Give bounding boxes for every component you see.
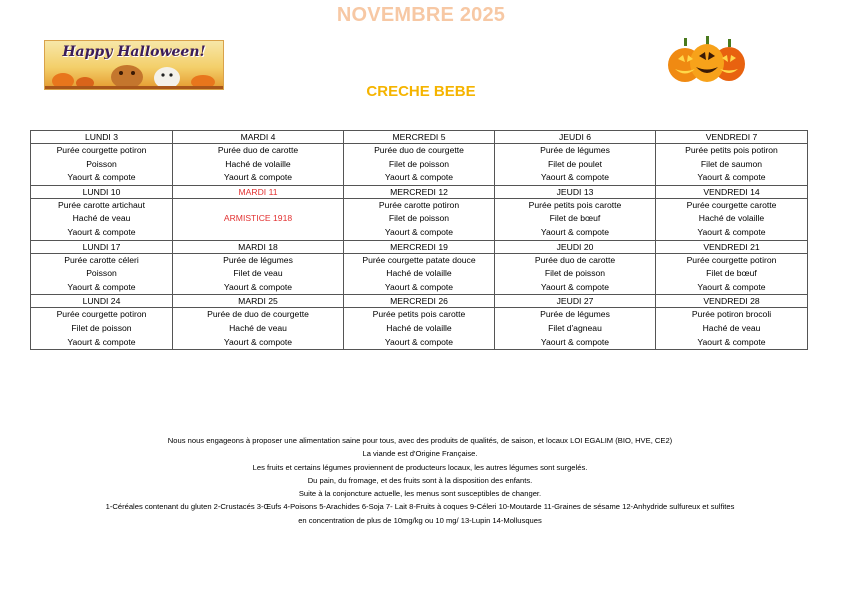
note-line: Les fruits et certains légumes proviennent de producteurs locaux, les autres légumes sont surgelés.: [252, 462, 588, 472]
day-header: LUNDI 3: [31, 131, 173, 144]
meal-cell: [495, 144, 656, 186]
meal-cell: [344, 144, 495, 186]
meal-cell: [495, 198, 656, 240]
day-header: LUNDI 24: [31, 295, 173, 308]
meal-protein: Filet de poisson: [388, 213, 450, 224]
day-header: VENDREDI 28: [656, 295, 808, 308]
meal-puree: Purée carotte potiron: [378, 199, 460, 210]
day-header: JEUDI 13: [495, 185, 656, 198]
meal-cell: [344, 253, 495, 295]
meal-cell: [495, 308, 656, 350]
note-line: Du pain, du fromage, et des fruits sont à la disposition des enfants.: [307, 475, 533, 485]
meal-dessert: Yaourt & compote: [697, 226, 766, 237]
meal-cell: [173, 144, 344, 186]
meal-cell: [656, 308, 808, 350]
meal-dessert: Yaourt & compote: [67, 172, 136, 183]
day-header: VENDREDI 7: [656, 131, 808, 144]
banner-text: Happy Halloween!: [62, 44, 206, 60]
note-line: Suite à la conjoncture actuelle, les menus sont susceptibles de changer.: [298, 489, 542, 499]
meal-protein: Filet de poisson: [388, 158, 450, 169]
meal-dessert: Yaourt & compote: [540, 281, 610, 292]
jack-o-lantern-icon: [666, 36, 748, 86]
meal-puree: Purée courgette potiron: [56, 145, 147, 155]
meal-dessert: Yaourt & compote: [384, 172, 454, 183]
page-title: NOVEMBRE 2025: [336, 4, 506, 26]
meal-protein: Filet d'agneau: [548, 322, 602, 333]
meal-cell: [173, 253, 344, 295]
meal-cell: [656, 198, 808, 240]
meal-protein: Filet de veau: [233, 268, 283, 279]
day-header: MARDI 4: [173, 131, 344, 144]
day-header: JEUDI 20: [495, 240, 656, 253]
meal-dessert: Yaourt & compote: [67, 281, 136, 292]
meal-puree: Purée courgette carotte: [686, 199, 777, 210]
meal-puree: Purée petits pois carotte: [528, 199, 622, 210]
meal-puree: Purée courgette patate douce: [362, 254, 476, 265]
meal-protein: Filet de poisson: [71, 322, 132, 333]
meal-dessert: Yaourt & compote: [67, 336, 136, 347]
meal-puree: Purée potiron brocoli: [691, 309, 772, 320]
week-3-meal-row: [31, 253, 808, 295]
meal-cell: [31, 308, 173, 350]
week-4-header-row: [31, 295, 808, 308]
meal-puree: Purée courgette potiron: [686, 254, 777, 265]
meal-protein: Poisson: [86, 268, 117, 279]
meal-cell: [656, 253, 808, 295]
meal-protein: Filet de bœuf: [549, 213, 601, 224]
allergen-list: 1-Céréales contenant du gluten 2-Crustacés 3-Œufs 4-Poisons 5-Arachides 6-Soja 7- Lait 8-Fruits à coques 9-Céleri 10-Moutarde 11-Graines de sésame 12-Anhydride sulfureux et sulfites: [105, 502, 735, 512]
day-header: MARDI 25: [173, 295, 344, 308]
meal-cell: [656, 144, 808, 186]
meal-dessert: Yaourt & compote: [697, 336, 766, 347]
week-4-meal-row: [31, 308, 808, 350]
meal-protein: Filet de bœuf: [706, 268, 757, 279]
holiday-cell: [173, 198, 344, 240]
meal-protein: Haché de veau: [702, 322, 761, 333]
meal-protein: Haché de volaille: [698, 213, 765, 224]
meal-dessert: Yaourt & compote: [223, 281, 293, 292]
meal-protein: Filet de poisson: [544, 268, 606, 279]
meal-protein: Haché de volaille: [225, 158, 291, 169]
menu-table: [30, 130, 808, 350]
day-header-holiday: MARDI 11: [173, 185, 344, 198]
meal-dessert: Yaourt & compote: [384, 226, 454, 237]
day-header: MERCREDI 5: [344, 131, 495, 144]
day-header: LUNDI 10: [31, 185, 173, 198]
meal-dessert: Yaourt & compote: [223, 172, 293, 183]
meal-puree: Purée de duo de courgette: [207, 309, 309, 320]
footer-notes: [20, 434, 820, 527]
week-2-meal-row: [31, 198, 808, 240]
meal-dessert: Yaourt & compote: [697, 172, 766, 183]
day-header: MERCREDI 26: [344, 295, 495, 308]
meal-puree: Purée de légumes: [223, 254, 293, 265]
meal-dessert: Yaourt & compote: [67, 226, 136, 237]
meal-puree: Purée de légumes: [540, 145, 610, 155]
meal-puree: Purée petits pois potiron: [685, 145, 778, 155]
meal-protein: Filet de poulet: [548, 158, 602, 169]
day-header: MERCREDI 19: [344, 240, 495, 253]
meal-cell: [31, 198, 173, 240]
meal-puree: Purée duo de courgette: [374, 145, 464, 155]
day-header: LUNDI 17: [31, 240, 173, 253]
meal-cell: [344, 308, 495, 350]
week-3-header-row: [31, 240, 808, 253]
allergen-list-cont: en concentration de plus de 10mg/kg ou 10 mg/ 13-Lupin 14-Mollusques: [298, 515, 542, 525]
week-1-meal-row: [31, 144, 808, 186]
meal-puree: Purée de légumes: [540, 309, 610, 320]
meal-cell: [31, 253, 173, 295]
day-header: MERCREDI 12: [344, 185, 495, 198]
day-header: JEUDI 27: [495, 295, 656, 308]
week-1-header-row: [31, 131, 808, 144]
meal-dessert: Yaourt & compote: [540, 226, 610, 237]
meal-protein: Poisson: [86, 158, 117, 169]
meal-puree: Purée courgette potiron: [56, 309, 147, 320]
week-2-header-row: [31, 185, 808, 198]
meal-puree: Purée petits pois carotte: [372, 309, 466, 320]
note-line: Nous nous engageons à proposer une alimentation saine pour tous, avec des produits de qualités, de saison, et locaux LOI EGALIM (BIO, HVE, CE2): [167, 436, 673, 445]
note-line: La viande est d'Origine Française.: [362, 449, 478, 459]
meal-dessert: Yaourt & compote: [384, 336, 454, 347]
meal-puree: Purée duo de carotte: [534, 254, 616, 265]
meal-cell: [495, 253, 656, 295]
day-header: MARDI 18: [173, 240, 344, 253]
meal-dessert: Yaourt & compote: [540, 336, 610, 347]
meal-puree: Purée carotte artichaut: [58, 199, 145, 210]
meal-protein: Filet de saumon: [700, 158, 763, 169]
meal-dessert: Yaourt & compote: [697, 281, 766, 292]
meal-dessert: Yaourt & compote: [223, 336, 293, 347]
day-header: JEUDI 6: [495, 131, 656, 144]
meal-cell: [173, 308, 344, 350]
meal-protein: Haché de veau: [229, 322, 287, 333]
meal-cell: [344, 198, 495, 240]
day-header: VENDREDI 14: [656, 185, 808, 198]
page-subtitle: CRECHE BEBE: [366, 83, 476, 100]
meal-puree: Purée duo de carotte: [217, 145, 299, 155]
holiday-label: ARMISTICE 1918: [223, 213, 293, 224]
meal-protein: Haché de volaille: [386, 322, 452, 333]
day-header: VENDREDI 21: [656, 240, 808, 253]
meal-dessert: Yaourt & compote: [540, 172, 610, 183]
meal-cell: [31, 144, 173, 186]
meal-puree: Purée carotte céleri: [64, 254, 139, 265]
meal-dessert: Yaourt & compote: [384, 281, 454, 292]
meal-protein: Haché de veau: [72, 213, 131, 224]
meal-protein: Haché de volaille: [386, 268, 452, 279]
